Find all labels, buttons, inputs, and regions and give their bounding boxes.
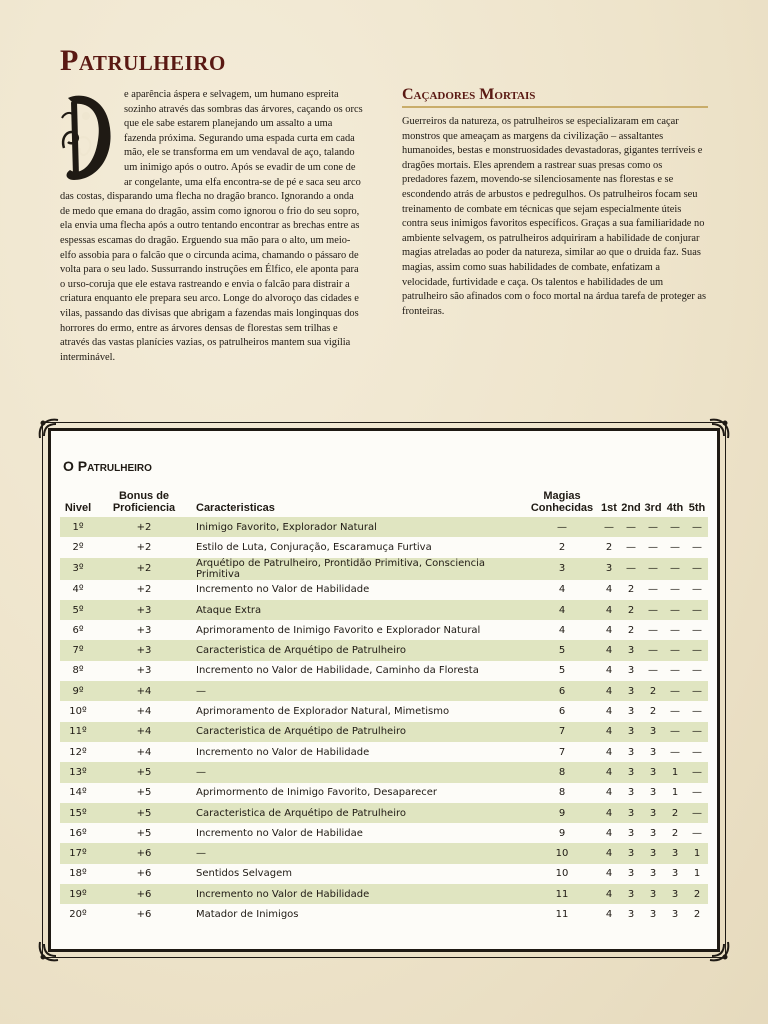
cell-features: Inimigo Favorito, Explorador Natural (196, 521, 377, 533)
cell-slot-2nd: 3 (627, 665, 635, 677)
cell-slot-3rd: — (648, 521, 658, 533)
cell-slot-1st: 4 (605, 827, 613, 839)
table-row (60, 783, 708, 803)
cell-slot-3rd: — (648, 665, 658, 677)
cell-slot-1st: 4 (605, 787, 613, 799)
cell-slot-4th: 1 (671, 787, 679, 799)
cell-spells-known: 2 (558, 541, 566, 553)
cell-slot-1st: 4 (605, 706, 613, 718)
cell-slot-5th: — (692, 645, 702, 657)
cell-slot-1st: 4 (605, 685, 613, 697)
cell-slot-4th: — (670, 604, 680, 616)
cell-slot-4th: 1 (671, 766, 679, 778)
page-title: Patrulheiro (60, 44, 226, 77)
cell-slot-2nd: 2 (627, 584, 635, 596)
table-row (60, 864, 708, 884)
cell-proficiency: +5 (136, 766, 152, 778)
cell-slot-1st: — (604, 521, 614, 533)
cell-slot-2nd: — (626, 541, 636, 553)
cell-slot-3rd: 2 (649, 685, 657, 697)
cell-level: 9º (72, 685, 84, 697)
cell-slot-3rd: — (648, 584, 658, 596)
cell-spells-known: 11 (555, 908, 569, 920)
cell-spells-known: 3 (558, 563, 566, 575)
cell-slot-5th: 1 (693, 868, 701, 880)
cell-slot-5th: — (692, 787, 702, 799)
cell-slot-4th: 3 (671, 868, 679, 880)
dropcap-d-ornament (60, 88, 118, 188)
table-row (60, 640, 708, 660)
cell-level: 6º (72, 624, 84, 636)
table-row (60, 620, 708, 640)
cell-proficiency: +5 (136, 787, 152, 799)
cell-features: Matador de Inimigos (196, 908, 299, 920)
cell-slot-5th: 2 (693, 908, 701, 920)
cell-spells-known: 9 (558, 827, 566, 839)
cell-slot-1st: 4 (605, 604, 613, 616)
header-slot-4th: 4th (666, 502, 684, 514)
table-title: O Patrulheiro (63, 458, 152, 474)
cell-slot-4th: — (670, 706, 680, 718)
cell-slot-4th: 3 (671, 888, 679, 900)
cell-proficiency: +6 (136, 908, 152, 920)
cell-slot-4th: 2 (671, 827, 679, 839)
intro-column (60, 88, 366, 365)
cell-slot-5th: — (692, 726, 702, 738)
cell-slot-3rd: 3 (649, 807, 657, 819)
cell-slot-3rd: — (648, 624, 658, 636)
cell-spells-known: 4 (558, 584, 566, 596)
cell-spells-known: 10 (555, 848, 569, 860)
cell-proficiency: +2 (136, 521, 152, 533)
cell-slot-3rd: — (648, 563, 658, 575)
cell-proficiency: +3 (136, 665, 152, 677)
table-row (60, 661, 708, 681)
cell-slot-1st: 4 (605, 645, 613, 657)
cell-level: 11º (69, 726, 87, 738)
ranger-progression-table (60, 482, 708, 925)
corner-ornament-icon (36, 416, 62, 442)
cell-slot-2nd: 3 (627, 827, 635, 839)
cell-proficiency: +5 (136, 827, 152, 839)
cell-slot-4th: — (670, 584, 680, 596)
cell-spells-known: 8 (558, 787, 566, 799)
cell-features: — (196, 685, 206, 697)
cell-slot-5th: — (692, 604, 702, 616)
cell-slot-5th: — (692, 563, 702, 575)
table-row (60, 884, 708, 904)
cell-features: Estilo de Luta, Conjuração, Escaramuça Furtiva (196, 541, 432, 553)
cell-slot-5th: — (692, 807, 702, 819)
table-header-row (60, 482, 708, 517)
cell-proficiency: +2 (136, 584, 152, 596)
cell-features: Ataque Extra (196, 604, 262, 616)
cell-features: Aprimoramento de Inimigo Favorito e Explorador Natural (196, 624, 481, 636)
cell-slot-5th: — (692, 706, 702, 718)
cell-slot-2nd: 3 (627, 888, 635, 900)
cell-slot-5th: — (692, 521, 702, 533)
cell-slot-5th: — (692, 665, 702, 677)
cell-slot-2nd: 3 (627, 807, 635, 819)
cell-spells-known: — (557, 521, 567, 533)
table-row (60, 722, 708, 742)
cell-features: — (196, 766, 206, 778)
cell-level: 18º (69, 868, 87, 880)
header-spells-known: Magias Conhecidas (530, 490, 594, 514)
cell-level: 15º (69, 807, 87, 819)
cell-slot-5th: 2 (693, 888, 701, 900)
cell-features: Incremento no Valor de Habilidade, Caminho da Floresta (196, 665, 479, 677)
cell-spells-known: 6 (558, 706, 566, 718)
cell-proficiency: +6 (136, 848, 152, 860)
cell-slot-3rd: 3 (649, 766, 657, 778)
header-slot-3rd: 3rd (644, 502, 662, 514)
cell-features: Incremento no Valor de Habilidade (196, 888, 370, 900)
cell-features: Incremento no Valor de Habilidade (196, 584, 370, 596)
cell-slot-2nd: 3 (627, 746, 635, 758)
cell-spells-known: 7 (558, 746, 566, 758)
cell-features: Sentidos Selvagem (196, 868, 292, 880)
cell-slot-5th: — (692, 827, 702, 839)
cell-slot-3rd: 3 (649, 868, 657, 880)
table-row (60, 742, 708, 762)
cell-slot-4th: — (670, 624, 680, 636)
cell-spells-known: 5 (558, 665, 566, 677)
cell-slot-1st: 4 (605, 746, 613, 758)
cell-proficiency: +4 (136, 685, 152, 697)
header-level: Nivel (64, 502, 92, 514)
cell-slot-2nd: 3 (627, 726, 635, 738)
cell-spells-known: 4 (558, 604, 566, 616)
cell-slot-2nd: 3 (627, 645, 635, 657)
cell-level: 5º (72, 604, 84, 616)
cell-slot-2nd: 3 (627, 787, 635, 799)
header-slot-2nd: 2nd (621, 502, 641, 514)
cell-level: 3º (72, 563, 84, 575)
corner-ornament-icon (36, 938, 62, 964)
header-features: Caracteristicas (196, 502, 275, 514)
cell-slot-4th: 3 (671, 848, 679, 860)
table-row (60, 558, 708, 580)
cell-slot-3rd: 3 (649, 908, 657, 920)
table-row (60, 580, 708, 600)
cell-slot-1st: 4 (605, 908, 613, 920)
cell-slot-3rd: 3 (649, 726, 657, 738)
cell-slot-4th: — (670, 665, 680, 677)
table-row (60, 537, 708, 557)
cell-level: 4º (72, 584, 84, 596)
cell-spells-known: 6 (558, 685, 566, 697)
cell-slot-1st: 4 (605, 766, 613, 778)
cell-level: 13º (69, 766, 87, 778)
section-column (402, 86, 708, 319)
cell-slot-4th: — (670, 541, 680, 553)
cell-slot-2nd: 2 (627, 604, 635, 616)
cell-slot-2nd: 3 (627, 868, 635, 880)
cell-slot-2nd: — (626, 563, 636, 575)
table-row (60, 803, 708, 823)
cell-slot-2nd: 3 (627, 706, 635, 718)
cell-proficiency: +6 (136, 888, 152, 900)
cell-level: 1º (72, 521, 84, 533)
section-title: Caçadores Mortais (402, 86, 708, 108)
cell-slot-3rd: 2 (649, 706, 657, 718)
cell-slot-2nd: — (626, 521, 636, 533)
cell-slot-1st: 3 (605, 563, 613, 575)
cell-slot-4th: — (670, 563, 680, 575)
cell-slot-1st: 4 (605, 807, 613, 819)
cell-proficiency: +2 (136, 563, 152, 575)
cell-slot-5th: 1 (693, 848, 701, 860)
cell-spells-known: 4 (558, 624, 566, 636)
cell-spells-known: 9 (558, 807, 566, 819)
cell-level: 17º (69, 848, 87, 860)
table-row (60, 762, 708, 782)
cell-level: 7º (72, 645, 84, 657)
cell-slot-1st: 4 (605, 665, 613, 677)
cell-proficiency: +5 (136, 807, 152, 819)
cell-slot-1st: 4 (605, 848, 613, 860)
cell-slot-1st: 4 (605, 868, 613, 880)
cell-proficiency: +2 (136, 541, 152, 553)
table-row (60, 681, 708, 701)
cell-slot-4th: — (670, 521, 680, 533)
cell-slot-5th: — (692, 624, 702, 636)
cell-features: Aprimoramento de Explorador Natural, Mimetismo (196, 706, 450, 718)
cell-slot-2nd: 3 (627, 766, 635, 778)
cell-level: 16º (69, 827, 87, 839)
cell-level: 20º (69, 908, 87, 920)
cell-level: 19º (69, 888, 87, 900)
cell-slot-4th: — (670, 645, 680, 657)
table-row (60, 600, 708, 620)
table-row (60, 904, 708, 924)
corner-ornament-icon (706, 416, 732, 442)
cell-slot-1st: 2 (605, 541, 613, 553)
cell-spells-known: 7 (558, 726, 566, 738)
table-row (60, 843, 708, 863)
cell-slot-4th: — (670, 685, 680, 697)
cell-features: Incremento no Valor de Habilidae (196, 827, 363, 839)
cell-slot-2nd: 3 (627, 908, 635, 920)
table-row (60, 701, 708, 721)
cell-slot-5th: — (692, 766, 702, 778)
cell-slot-3rd: 3 (649, 888, 657, 900)
cell-features: Caracteristica de Arquétipo de Patrulheiro (196, 807, 406, 819)
header-slot-1st: 1st (601, 502, 617, 514)
cell-features: Arquétipo de Patrulheiro, Prontidão Primitiva, Consciencia Primitiva (196, 557, 485, 580)
cell-features: Incremento no Valor de Habilidade (196, 746, 370, 758)
cell-slot-4th: — (670, 746, 680, 758)
cell-spells-known: 5 (558, 645, 566, 657)
cell-slot-2nd: 3 (627, 848, 635, 860)
cell-slot-3rd: — (648, 645, 658, 657)
cell-slot-3rd: 3 (649, 848, 657, 860)
cell-slot-2nd: 3 (627, 685, 635, 697)
cell-features: Caracteristica de Arquétipo de Patrulheiro (196, 726, 406, 738)
cell-proficiency: +3 (136, 624, 152, 636)
cell-slot-4th: — (670, 726, 680, 738)
cell-spells-known: 10 (555, 868, 569, 880)
cell-slot-1st: 4 (605, 624, 613, 636)
cell-slot-1st: 4 (605, 888, 613, 900)
cell-features: Aprimormento de Inimigo Favorito, Desaparecer (196, 787, 437, 799)
cell-slot-2nd: 2 (627, 624, 635, 636)
cell-level: 12º (69, 746, 87, 758)
cell-slot-1st: 4 (605, 726, 613, 738)
section-text: Guerreiros da natureza, os patrulheiros se especializaram em caçar monstros que ameaçam as margens da civilização – assaltantes humanoides, bestas e monstruosidades devastadoras, gigantes terríveis e dragões mortais. Eles aprendem a rastrear suas presas como os predadores fazem, movendo-se silenciosamente nas florestas e se escondendo atrás de arbustos e pedregulhos. Os patrulheiros focam seu treinamento de combate em técnicas que sejam especialmente úteis contra seus inimigos favoritos específicos. Graças a sua familiaridade no ambiente selvagem, os patrulheiros adquiriram a habilidade de conjurar magias atreladas ao poder da natureza, similar ao que o druida faz. Suas magias, assim como suas habilidades de combate, enfatizam a velocidade, furtividade e caça. Os talentos e habilidades de um patrulheiro são afinados com o foco mortal na árdua tarefa de proteger as fronteiras. (402, 116, 707, 317)
table-row (60, 823, 708, 843)
cell-slot-4th: 2 (671, 807, 679, 819)
cell-level: 10º (69, 706, 87, 718)
cell-slot-5th: — (692, 541, 702, 553)
cell-level: 2º (72, 541, 84, 553)
cell-slot-1st: 4 (605, 584, 613, 596)
cell-features: Caracteristica de Arquétipo de Patrulheiro (196, 645, 406, 657)
cell-proficiency: +4 (136, 706, 152, 718)
cell-slot-3rd: 3 (649, 827, 657, 839)
intro-text: e aparência áspera e selvagem, um humano espreita sozinho através das sombras das árvores, caçando os orcs que ele sabe estarem planejando um assalto a uma fazenda próxima. Segurando uma espada curta em cada mão, ele se transforma em um vendaval de aço, talando um inimigo após o outro. Após se evadir de um cone de ar congelante, uma elfa encontra-se de pé e saca seu arco das costas, disparando uma flecha no dragão branco. Ignorando a onda de medo que emana do dragão, assim como ignorou o frio do seu sopro, ela envia uma flecha após a outro tentando encontrar as brechas entre as espessas escamas do dragão. Erguendo sua mão para o alto, um meio-elfo assobia para o falcão que o circunda acima, chamando o pássaro de volta para o seu lado. Sussurrando instruções em Élfico, ele aponta para o urso-coruja que ele estava rastreando e envia o falcão para distrair a criatura enquanto ele prepara seu arco. Longe do alvoroço das cidades e vilas, passando das divisas que abrigam a fazendas mais longinquas dos horrores do ermo, entre as árvores densas de florestas sem trilhas e através das vastas planícies vazias, os patrulheiros mantem sua vigília interminável. (60, 89, 363, 363)
cell-spells-known: 11 (555, 888, 569, 900)
cell-proficiency: +6 (136, 868, 152, 880)
cell-slot-3rd: — (648, 541, 658, 553)
header-slot-5th: 5th (688, 502, 706, 514)
cell-slot-3rd: 3 (649, 787, 657, 799)
cell-level: 8º (72, 665, 84, 677)
cell-proficiency: +3 (136, 604, 152, 616)
cell-proficiency: +4 (136, 726, 152, 738)
cell-slot-5th: — (692, 746, 702, 758)
cell-slot-3rd: 3 (649, 746, 657, 758)
cell-proficiency: +4 (136, 746, 152, 758)
cell-slot-5th: — (692, 584, 702, 596)
cell-level: 14º (69, 787, 87, 799)
header-proficiency: Bonus de Proficiencia (112, 490, 176, 514)
cell-spells-known: 8 (558, 766, 566, 778)
cell-slot-3rd: — (648, 604, 658, 616)
cell-proficiency: +3 (136, 645, 152, 657)
cell-features: — (196, 848, 206, 860)
cell-slot-4th: 3 (671, 908, 679, 920)
corner-ornament-icon (706, 938, 732, 964)
table-row (60, 517, 708, 537)
cell-slot-5th: — (692, 685, 702, 697)
